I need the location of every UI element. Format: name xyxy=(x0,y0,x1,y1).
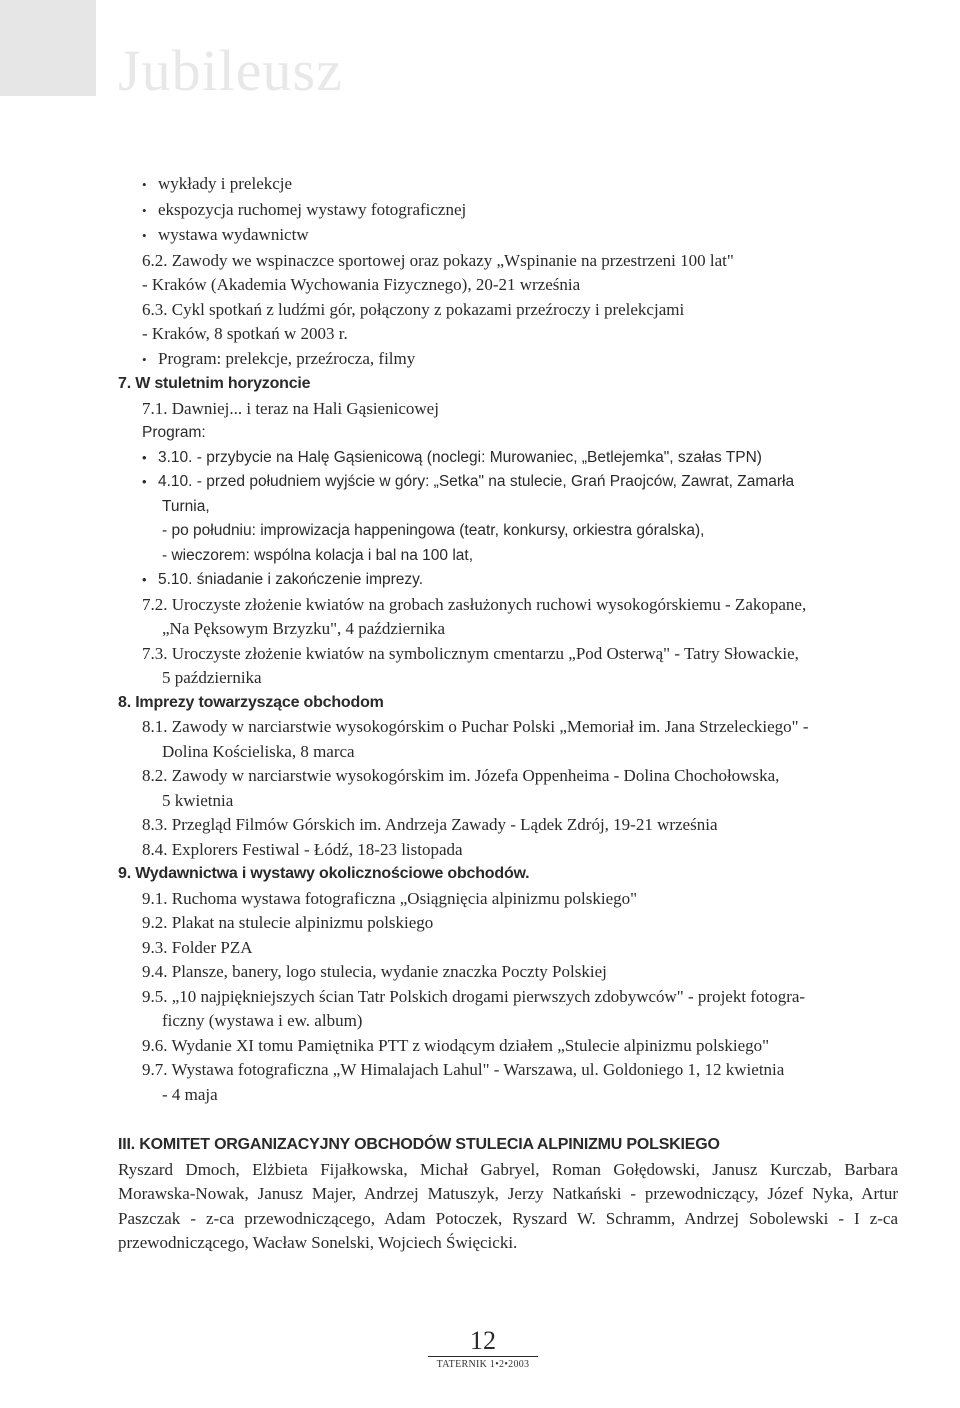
page-content xyxy=(118,172,898,1256)
section-gap xyxy=(118,1107,898,1133)
program-line: • 4.10. - przed południem wyjście w góry: „Setka" na stulecie, Grań Praojców, Zawrat, Zamarła xyxy=(118,470,898,495)
program-line: 7.1. Dawniej... i teraz na Hali Gąsienicowej xyxy=(142,398,439,418)
program-line: Dolina Kościeliska, 8 marca xyxy=(162,741,355,761)
page-number: 12 xyxy=(428,1328,538,1357)
section-title: Jubileusz xyxy=(118,38,343,103)
program-line: 6.3. Cykl spotkań z ludźmi gór, połączony z pokazami przeźroczy i prelekcjami xyxy=(142,299,685,319)
journal-issue: TATERNIK 1•2•2003 xyxy=(436,1359,530,1370)
program-line: - po południu: improwizacja happeningowa (teatr, konkursy, orkiestra góralska), xyxy=(162,522,705,539)
program-line: • wykłady i prelekcje xyxy=(118,172,898,198)
program-line: 9.2. Plakat na stulecie alpinizmu polskiego xyxy=(142,913,434,932)
section-heading: 8. Imprezy towarzyszące obchodom xyxy=(118,693,384,711)
program-line: 6.2. Zawody we wspinaczce sportowej oraz pokazy „Wspinanie na przestrzeni 100 lat" xyxy=(142,250,734,270)
program-line: 9.4. Plansze, banery, logo stulecia, wydanie znaczka Poczty Polskiej xyxy=(142,962,607,981)
program-line: 8.4. Explorers Festiwal - Łódź, 18-23 listopada xyxy=(142,839,463,859)
program-line: 8.2. Zawody w narciarstwie wysokogórskim im. Józefa Oppenheima - Dolina Chochołowska, xyxy=(142,766,780,785)
program-line: Program: xyxy=(142,424,206,441)
program-line: 5 kwietnia xyxy=(162,790,234,810)
program-line: ficzny (wystawa i ew. album) xyxy=(162,1011,363,1030)
program-line: • 3.10. - przybycie na Halę Gąsienicową (noclegi: Murowaniec, „Betlejemka", szałas TPN) xyxy=(118,446,898,471)
program-line: 9.6. Wydanie XI tomu Pamiętnika PTT z wiodącym działem „Stulecie alpinizmu polskiego" xyxy=(142,1035,770,1055)
program-line: - 4 maja xyxy=(162,1084,218,1104)
program-line: 9.7. Wystawa fotograficzna „W Himalajach Lahul" - Warszawa, ul. Goldoniego 1, 12 kwietnia xyxy=(142,1060,785,1079)
corner-decoration xyxy=(0,0,96,96)
program-line: 8.1. Zawody w narciarstwie wysokogórskim o Puchar Polski „Memoriał im. Jana Strzeleckiego" - xyxy=(142,717,809,736)
program-line: • ekspozycja ruchomej wystawy fotograficznej xyxy=(118,198,898,224)
program-line: • Program: prelekcje, przeźrocza, filmy xyxy=(118,347,898,373)
page-footer xyxy=(428,1328,538,1370)
program-line: • wystawa wydawnictw xyxy=(118,223,898,249)
committee-members: Ryszard Dmoch, Elżbieta Fijałkowska, Michał Gabryel, Roman Gołędowski, Janusz Kurczab, Barbara Morawska-Nowak, Janusz Majer, Andrzej Matuszyk, Jerzy Natkański - przewodniczący, Józef Nyka, Artur Paszczak - z-ca przewodniczącego, Adam Potoczek, Ryszard W. Schramm, Andrzej Sobolewski - I z-ca przewodniczącego, Wacław Sonelski, Wojciech Święcicki. xyxy=(118,1159,898,1252)
program-line: 9.1. Ruchoma wystawa fotograficzna „Osiągnięcia alpinizmu polskiego" xyxy=(142,888,638,908)
program-line: 7.3. Uroczyste złożenie kwiatów na symbolicznym cmentarzu „Pod Osterwą" - Tatry Słowackie, xyxy=(142,643,799,663)
program-line: 7.2. Uroczyste złożenie kwiatów na grobach zasłużonych ruchowi wysokogórskiemu - Zakopane, xyxy=(142,594,807,614)
section-heading: 9. Wydawnictwa i wystawy okolicznościowe obchodów. xyxy=(118,865,530,882)
program-line: - wieczorem: wspólna kolacja i bal na 100 lat, xyxy=(162,546,474,564)
program-line: „Na Pęksowym Brzyzku", 4 października xyxy=(162,619,446,638)
program-line: - Kraków (Akademia Wychowania Fizycznego), 20-21 września xyxy=(142,275,581,294)
program-list xyxy=(118,172,898,1107)
program-line: 8.3. Przegląd Filmów Górskich im. Andrzeja Zawady - Lądek Zdrój, 19-21 września xyxy=(142,815,718,834)
program-line: • 5.10. śniadanie i zakończenie imprezy. xyxy=(118,568,898,593)
program-line: 9.3. Folder PZA xyxy=(142,937,253,957)
program-line: - Kraków, 8 spotkań w 2003 r. xyxy=(142,324,348,343)
program-line: Turnia, xyxy=(162,497,210,515)
committee-heading: III. KOMITET ORGANIZACYJNY OBCHODÓW STULECIA ALPINIZMU POLSKIEGO xyxy=(118,1136,720,1153)
program-line: 5 października xyxy=(162,668,262,687)
section-heading: 7. W stuletnim horyzoncie xyxy=(118,375,311,392)
program-line: 9.5. „10 najpiękniejszych ścian Tatr Polskich drogami pierwszych zdobywców" - projekt fotogra- xyxy=(142,986,806,1006)
